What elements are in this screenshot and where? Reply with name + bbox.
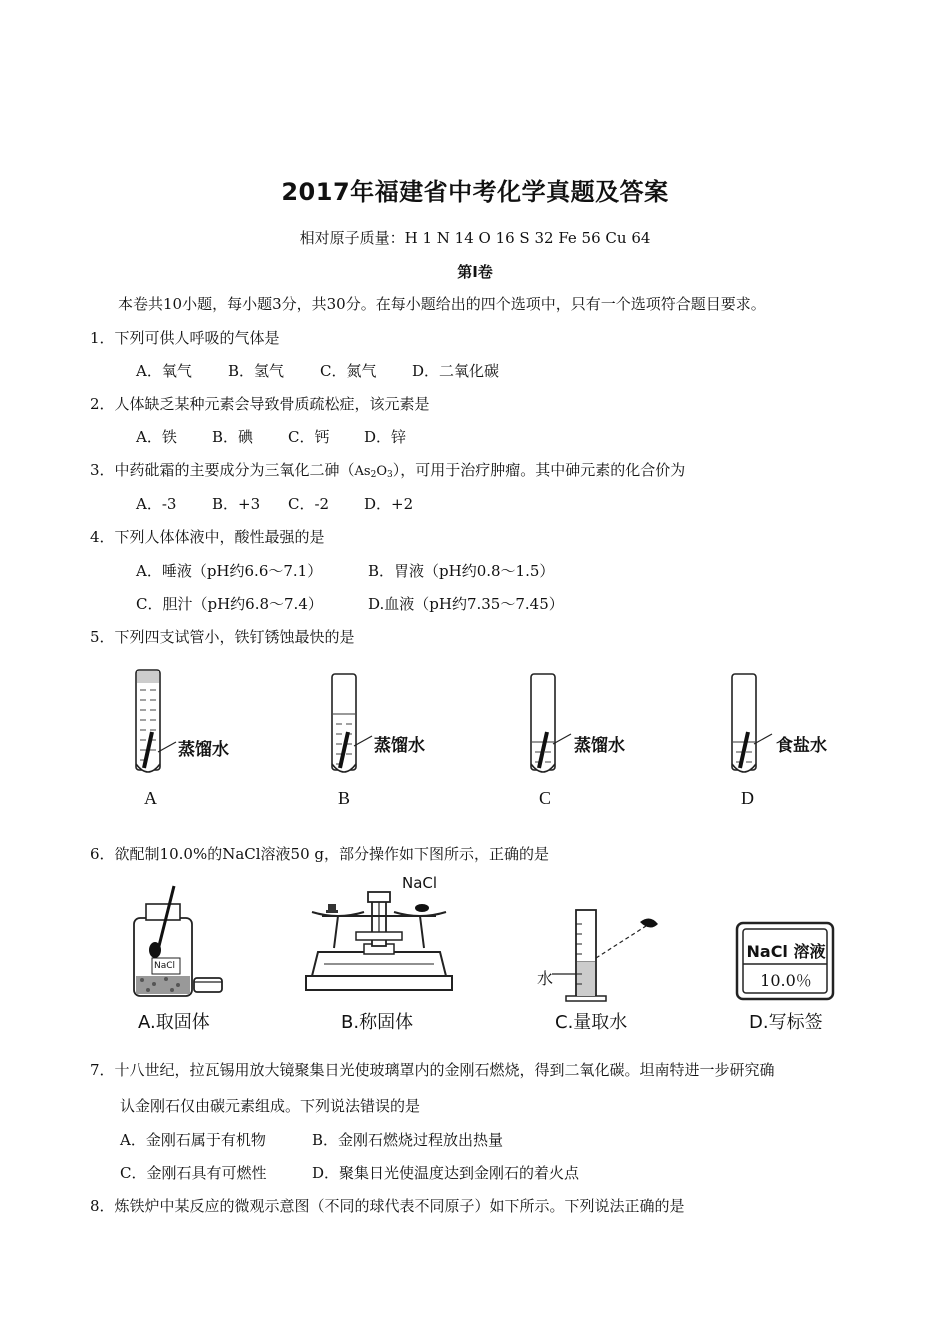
option-c: C．钙 [288,428,330,446]
tube-c-letter: C [539,788,552,808]
water-label: 水 [537,969,554,988]
section-heading: 第Ⅰ卷 [457,263,493,281]
question-7-stem-line-1: 7．十八世纪，拉瓦锡用放大镜聚集日光使玻璃罩内的金刚石燃烧，得到二氧化碳。坦南特进一步研究确 [90,1061,775,1079]
question-6-stem: 6．欲配制10.0%的NaCl溶液50 g，部分操作如下图所示，正确的是 [90,845,549,863]
reagent-bottle-figure [128,880,238,1005]
tube-c-liquid-label: 蒸馏水 [574,736,625,756]
option-c: C．胆汁（pH约6.8～7.4） [136,595,323,613]
tube-d-letter: D [741,788,754,808]
tube-b-liquid-label: 蒸馏水 [374,736,425,756]
tube-a-liquid-label: 蒸馏水 [178,740,229,760]
stem-part-b: ），可用于治疗肿瘤。其中砷元素的化合价为 [392,461,686,479]
option-d: D．+2 [364,495,414,513]
question-5-stem: 5．下列四支试管小，铁钉锈蚀最快的是 [90,628,355,646]
option-d: D.血液（pH约7.35～7.45） [368,595,564,613]
question-4-stem: 4．下列人体体液中，酸性最强的是 [90,528,325,546]
option-b: B．氢气 [228,362,285,380]
option-a: A．唾液（pH约6.6～7.1） [136,562,323,580]
option-c: C．-2 [288,495,330,513]
option-a: A．铁 [136,428,177,446]
caption-c: C.量取水 [555,1012,628,1033]
question-2-stem: 2．人体缺乏某种元素会导致骨质疏松症，该元素是 [90,395,430,413]
graduated-cylinder-figure [536,904,666,1004]
atomic-mass-line: 相对原子质量：H 1 N 14 O 16 S 32 Fe 56 Cu 64 [299,229,651,247]
question-2-options [136,427,406,447]
balance-nacl-label: NaCl [402,874,438,892]
question-3-options [136,494,413,514]
option-b: B．胃液（pH约0.8～1.5） [368,562,555,580]
caption-d: D.写标签 [749,1012,823,1033]
option-d: D．聚集日光使温度达到金刚石的着火点 [312,1164,580,1182]
formula-as: As [354,464,371,479]
tube-b-letter: B [338,788,351,808]
question-3-stem [90,460,685,485]
caption-b: B.称固体 [341,1012,414,1033]
stem-part-a: 3．中药砒霜的主要成分为三氧化二砷（ [90,461,355,479]
option-c: C．氮气 [320,362,377,380]
formula-sub-1: 2 [370,470,377,480]
option-b: B．金刚石燃烧过程放出热量 [312,1131,504,1149]
option-c: C．金刚石具有可燃性 [120,1164,267,1182]
option-d: D．锌 [364,428,407,446]
option-a: A．金刚石属于有机物 [120,1131,266,1149]
option-d: D．二氧化碳 [412,362,500,380]
bottle-label: NaCl [154,961,176,971]
page-title: 2017年福建省中考化学真题及答案 [281,178,669,206]
tube-d-liquid-label: 食盐水 [776,736,827,756]
tag-concentration: 10.0％ [760,971,812,990]
question-1-options [136,361,499,381]
formula-sub-2: 3 [387,470,393,480]
option-b: B．+3 [212,495,261,513]
option-a: A．-3 [136,495,177,513]
caption-a: A.取固体 [138,1012,210,1033]
question-1-stem: 1．下列可供人呼吸的气体是 [90,329,280,347]
tag-solution-name: NaCl 溶液 [746,942,826,961]
question-7-stem-line-2: 认金刚石仅由碳元素组成。下列说法错误的是 [120,1097,421,1115]
option-b: B．碘 [212,428,254,446]
question-8-stem: 8．炼铁炉中某反应的微观示意图（不同的球代表不同原子）如下所示。下列说法正确的是 [90,1197,685,1215]
intro-text: 本卷共10小题，每小题3分，共30分。在每小题给出的四个选项中，只有一个选项符合题目要求。 [118,295,766,313]
formula-o: O [376,464,388,479]
tube-a-letter: A [144,788,157,808]
option-a: A．氧气 [136,362,192,380]
